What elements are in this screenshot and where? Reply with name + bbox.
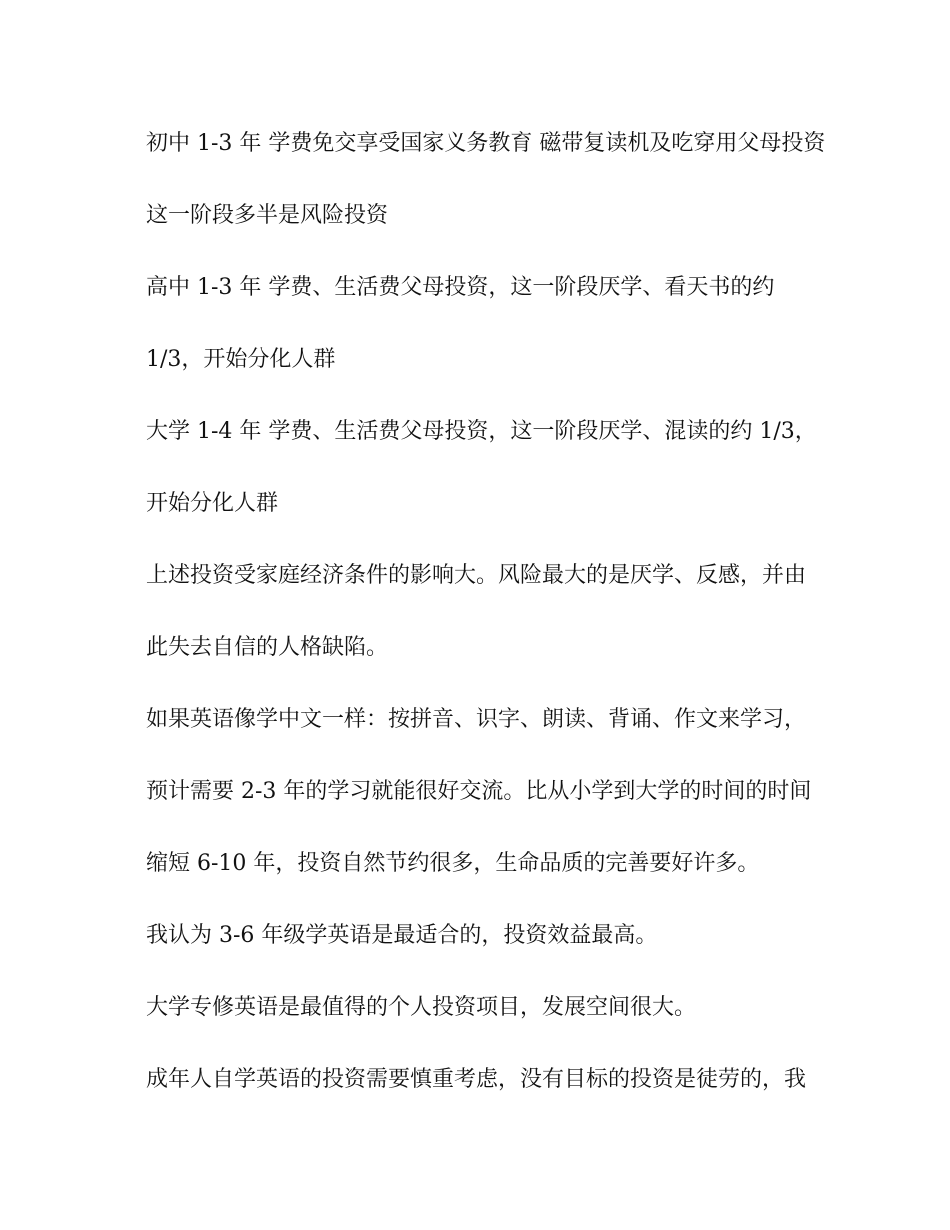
text-line: 我认为 3-6 年级学英语是最适合的，投资效益最高。 [146,923,658,948]
text-line: 1/3，开始分化人群 [146,347,336,372]
text-line: 高中 1-3 年 学费、生活费父母投资，这一阶段厌学、看天书的约 [146,275,775,300]
text-line: 缩短 6-10 年，投资自然节约很多，生命品质的完善要好许多。 [146,851,760,876]
text-line: 这一阶段多半是风险投资 [146,203,389,228]
document-body [146,126,826,1134]
text-line: 开始分化人群 [146,491,279,516]
text-line: 预计需要 2-3 年的学习就能很好交流。比从小学到大学的时间的时间 [146,779,812,804]
text-line: 此失去自信的人格缺陷。 [146,635,389,660]
text-line: 大学 1-4 年 学费、生活费父母投资，这一阶段厌学、混读的约 1/3， [146,419,817,444]
text-line: 如果英语像学中文一样：按拼音、识字、朗读、背诵、作文来学习， [146,707,807,732]
text-line: 成年人自学英语的投资需要慎重考虑，没有目标的投资是徒劳的，我 [146,1067,807,1092]
text-line: 大学专修英语是最值得的个人投资项目，发展空间很大。 [146,995,697,1020]
text-line: 上述投资受家庭经济条件的影响大。风险最大的是厌学、反感，并由 [146,563,807,588]
text-line: 初中 1-3 年 学费免交享受国家义务教育 磁带复读机及吃穿用父母投资 [146,131,826,156]
